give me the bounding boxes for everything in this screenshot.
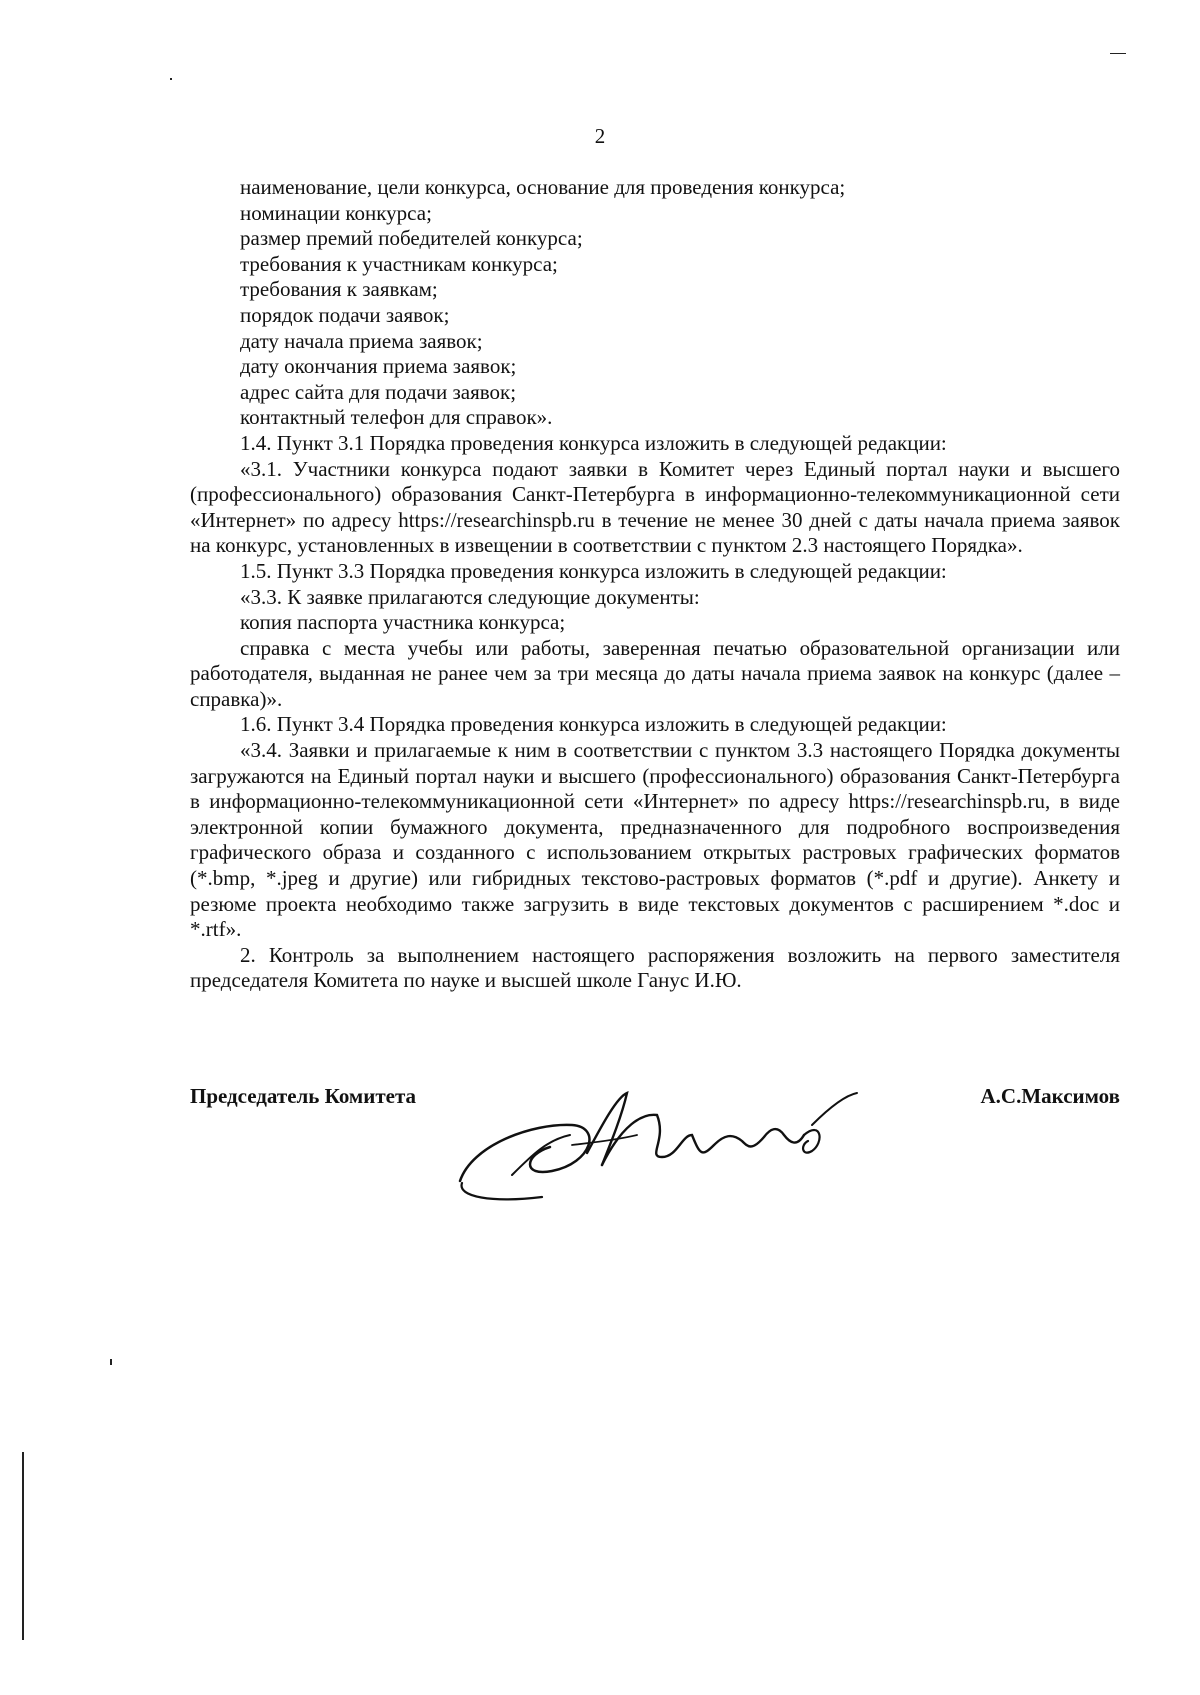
signatory-title: Председатель Комитета [190,1084,417,1108]
list-item: адрес сайта для подачи заявок; [240,379,517,404]
scan-speck [110,1359,112,1365]
signatory-name: А.С.Максимов [980,1084,1120,1108]
list-item: наименование, цели конкурса, основание для проведения конкурса; [240,175,846,199]
scan-edge-line [22,1452,24,1640]
paragraph-3-3-intro: «3.3. К заявке прилагаются следующие документы: [240,584,700,609]
list-item: контактный телефон для справок». [240,405,553,430]
list-item: номинации конкурса; [240,200,432,225]
paragraph-1-6-heading: 1.6. Пункт 3.4 Порядка проведения конкурса изложить в следующей редакции: [240,712,947,737]
paragraph-3-4-text: «3.4. Заявки и прилагаемые к ним в соответствии с пунктом 3.3 настоящего Порядка документы загружаются на Единый портал науки и высшего (профессионального) образования Санкт-Петербурга в информационно-телекоммуникационной сети «Интернет» по адресу https://researchinspb.ru, в виде электронной копии бумажного документа, предназначенного для подробного воспроизведения графического образа и созданного с использованием открытых растровых графических форматов (*.bmp, *.jpeg и другие) или гибридных текстово-растровых форматов (*.pdf и другие). Анкету и резюме проекта необходимо также загрузить в виде текстовых документов с расширением *.doc и *.rtf». [190,738,1120,942]
scan-speck [170,78,172,80]
list-item: дату начала приема заявок; [240,328,483,353]
list-item: требования к участникам конкурса; [240,251,558,276]
list-item: дату окончания приема заявок; [240,354,517,379]
announcement-contents-list [190,175,1120,431]
list-item: требования к заявкам; [240,277,438,302]
paragraph-1-4-heading: 1.4. Пункт 3.1 Порядка проведения конкурса изложить в следующей редакции: [240,430,947,455]
list-item: порядок подачи заявок; [240,302,450,327]
list-item: размер премий победителей конкурса; [240,226,583,251]
paragraph-certificate: справка с места учебы или работы, заверенная печатью образовательной организации или работодателя, выданная не ранее чем за три месяца до даты начала приема заявок на конкурс (далее – справка)». [190,635,1120,711]
paragraph-control: 2. Контроль за выполнением настоящего распоряжения возложить на первого заместителя председателя Комитета по науке и высшей школе Ганус И.Ю. [190,942,1120,993]
paragraph-3-1-text: «3.1. Участники конкурса подают заявки в Комитет через Единый портал науки и высшего (профессионального) образования Санкт-Петербурга в информационно-телекоммуникационной сети «Интернет» по адресу https://researchinspb.ru в течение не менее 30 дней с даты начала приема заявок на конкурс, установленных в извещении в соответствии с пунктом 2.3 настоящего Порядка». [190,456,1120,558]
document-body [190,175,1120,994]
paragraph-passport-copy: копия паспорта участника конкурса; [240,610,566,635]
page-number: 2 [594,124,606,148]
paragraph-1-5-heading: 1.5. Пункт 3.3 Порядка проведения конкурса изложить в следующей редакции: [240,558,947,583]
handwritten-signature [452,1085,872,1210]
scan-speck [1110,53,1126,54]
